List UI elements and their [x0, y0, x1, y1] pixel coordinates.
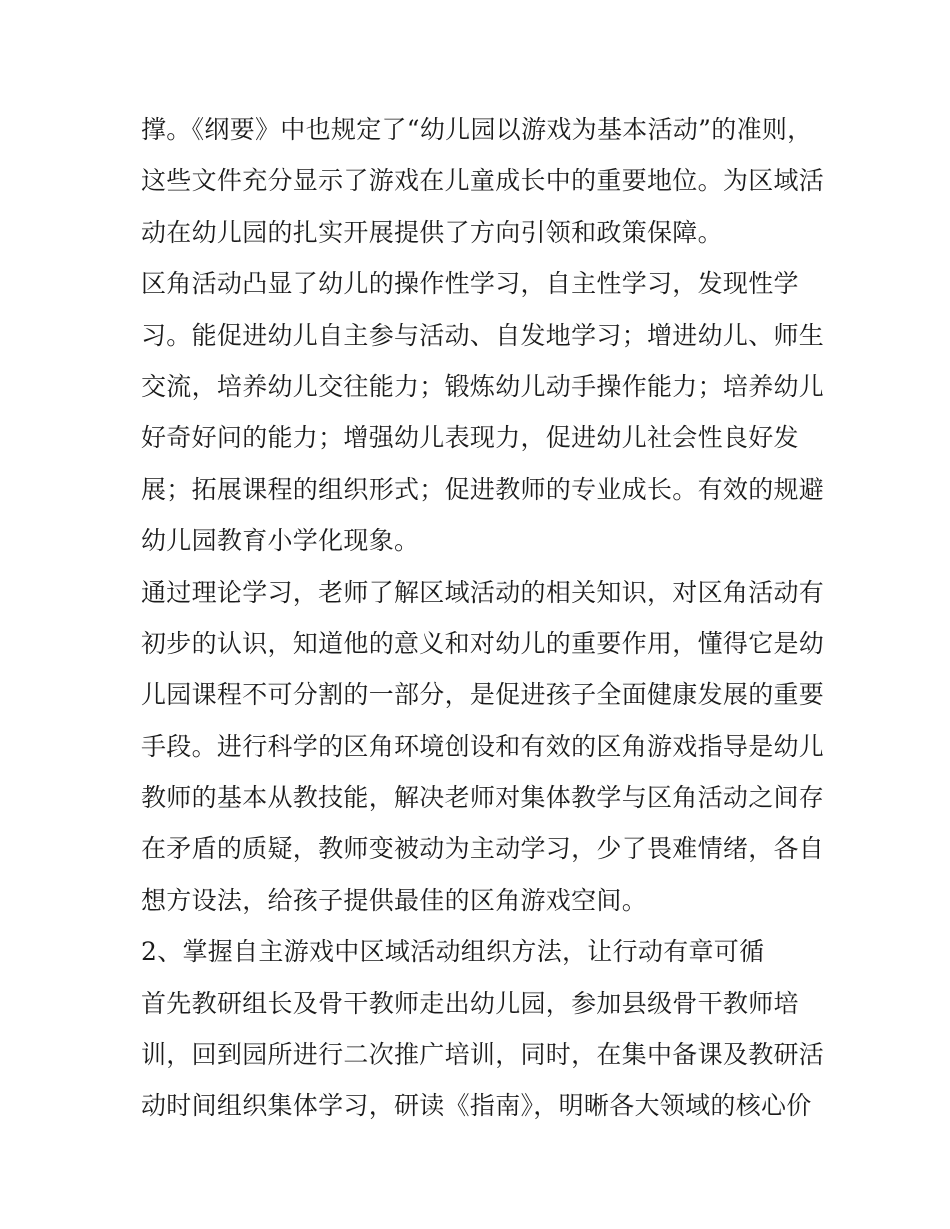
text-line: 动时间组织集体学习，研读《指南》，明晰各大领域的核心价	[141, 1091, 812, 1121]
text-line: 动在幼儿园的扎实开展提供了方向引领和政策保障。	[141, 217, 723, 247]
text-line: 儿园课程不可分割的一部分，是促进孩子全面健康发展的重要	[141, 680, 825, 710]
text-line: 幼儿园教育小学化现象。	[141, 526, 420, 556]
text-line: 手段。进行科学的区角环境创设和有效的区角游戏指导是幼儿	[141, 731, 825, 761]
text-line: 训，回到园所进行二次推广培训，同时，在集中备课及教研活	[141, 1040, 825, 1070]
text-line: 习。能促进幼儿自主参与活动、自发地学习；增进幼儿、师生	[141, 320, 825, 350]
text-line: 在矛盾的质疑，教师变被动为主动学习，少了畏难情绪，各自	[141, 834, 825, 864]
section-heading: 2、掌握自主游戏中区域活动组织方法，让行动有章可循	[141, 937, 765, 967]
text-line: 区角活动凸显了幼儿的操作性学习，自主性学习，发现性学	[141, 269, 799, 299]
text-line: 初步的认识，知道他的意义和对幼儿的重要作用，懂得它是幼	[141, 628, 825, 658]
text-line: 这些文件充分显示了游戏在儿童成长中的重要地位。为区域活	[141, 166, 825, 196]
text-line: 交流，培养幼儿交往能力；锻炼幼儿动手操作能力；培养幼儿	[141, 371, 825, 401]
text-line: 好奇好问的能力；增强幼儿表现力，促进幼儿社会性良好发	[141, 423, 799, 453]
text-line: 教师的基本从教技能，解决老师对集体教学与区角活动之间存	[141, 783, 825, 813]
text-line: 想方设法，给孩子提供最佳的区角游戏空间。	[141, 885, 648, 915]
body-text	[141, 104, 825, 1132]
text-line: 撑。《纲要》中也规定了“幼儿园以游戏为基本活动”的准则，	[141, 115, 813, 144]
text-line: 展；拓展课程的组织形式；促进教师的专业成长。有效的规避	[141, 474, 825, 504]
text-line: 通过理论学习，老师了解区域活动的相关知识，对区角活动有	[141, 577, 825, 607]
text-line: 首先教研组长及骨干教师走出幼儿园，参加县级骨干教师培	[141, 988, 799, 1018]
